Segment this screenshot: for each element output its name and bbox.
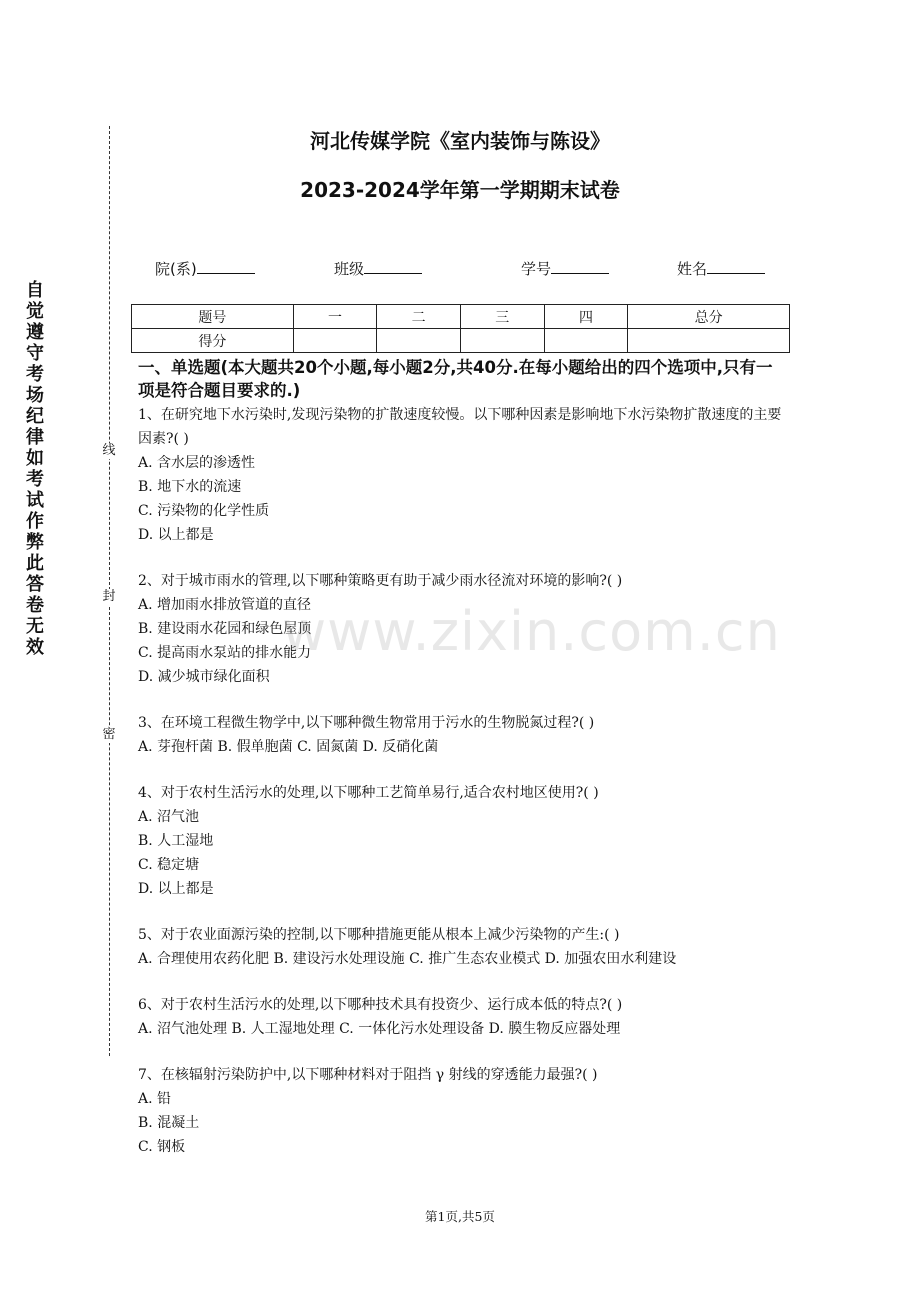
seal-label-secret: 密 (102, 727, 116, 742)
score-input-cell[interactable] (293, 329, 377, 353)
score-table-cell: 题号 (132, 305, 294, 329)
name-label: 姓名 (677, 260, 708, 278)
department-field[interactable] (155, 258, 255, 279)
option: C. 钢板 (138, 1139, 186, 1155)
option: C. 提高雨水泵站的排水能力 (138, 645, 312, 661)
question-stem: 2、对于城市雨水的管理,以下哪种策略更有助于减少雨水径流对环境的影响?( ) (138, 573, 623, 589)
class-blank[interactable] (364, 259, 422, 274)
seal-label-seal: 封 (102, 589, 116, 604)
question-stem: 6、对于农村生活污水的处理,以下哪种技术具有投资少、运行成本低的特点?( ) (138, 997, 623, 1013)
score-table-score-row (132, 329, 790, 353)
score-table-cell: 二 (377, 305, 461, 329)
class-label: 班级 (334, 260, 365, 278)
watermark: www.zixin.com.cn (282, 600, 781, 663)
option: B. 人工湿地 (138, 833, 214, 849)
option: A. 增加雨水排放管道的直径 (138, 597, 312, 613)
class-field[interactable] (334, 258, 422, 279)
exam-subtitle: 2023-2024学年第一学期期末试卷 (300, 178, 620, 202)
question-stem: 4、对于农村生活污水的处理,以下哪种工艺简单易行,适合农村地区使用?( ) (138, 785, 599, 801)
student-id-label: 学号 (521, 260, 552, 278)
student-info-row (0, 258, 920, 280)
score-input-cell[interactable] (460, 329, 544, 353)
score-input-cell[interactable] (628, 329, 790, 353)
option: C. 污染物的化学性质 (138, 503, 270, 519)
name-blank[interactable] (707, 259, 765, 274)
option: C. 稳定塘 (138, 857, 200, 873)
name-field[interactable] (677, 258, 765, 279)
question-7 (138, 1063, 788, 1159)
exam-title: 河北传媒学院《室内装饰与陈设》 (310, 129, 610, 153)
student-id-field[interactable] (521, 258, 609, 279)
question-stem: 1、在研究地下水污染时,发现污染物的扩散速度较慢。以下哪种因素是影响地下水污染物扩散速度的主要因素?( ) (138, 407, 782, 447)
question-stem: 3、在环境工程微生物学中,以下哪种微生物常用于污水的生物脱氮过程?( ) (138, 715, 595, 731)
department-blank[interactable] (197, 259, 255, 274)
exam-discipline-notice: 自觉遵守考场纪律如考试作弊此答卷无效 (26, 280, 44, 658)
question-6 (138, 993, 788, 1041)
seal-label-line: 线 (102, 443, 116, 458)
option: A. 合理使用农药化肥 B. 建设污水处理设施 C. 推广生态农业模式 D. 加强农田水利建设 (138, 951, 677, 967)
option: A. 含水层的渗透性 (138, 455, 256, 471)
score-table-cell: 四 (544, 305, 628, 329)
question-5 (138, 923, 788, 971)
option: B. 地下水的流速 (138, 479, 242, 495)
page-footer: 第1页,共5页 (425, 1209, 495, 1224)
question-stem: 7、在核辐射污染防护中,以下哪种材料对于阻挡 γ 射线的穿透能力最强?( ) (138, 1067, 598, 1083)
question-3 (138, 711, 788, 759)
score-table-cell: 得分 (132, 329, 294, 353)
question-4 (138, 781, 788, 901)
score-input-cell[interactable] (544, 329, 628, 353)
question-stem: 5、对于农业面源污染的控制,以下哪种措施更能从根本上减少污染物的产生:( ) (138, 927, 620, 943)
student-id-blank[interactable] (551, 259, 609, 274)
score-table-cell: 三 (460, 305, 544, 329)
option: A. 沼气池处理 B. 人工湿地处理 C. 一体化污水处理设备 D. 膜生物反应器处理 (138, 1021, 621, 1037)
question-list (138, 356, 788, 1181)
option: A. 芽孢杆菌 B. 假单胞菌 C. 固氮菌 D. 反硝化菌 (138, 739, 439, 755)
score-table (131, 304, 790, 353)
option: B. 建设雨水花园和绿色屋顶 (138, 621, 312, 637)
option: A. 沼气池 (138, 809, 200, 825)
department-label: 院(系) (155, 260, 197, 278)
score-input-cell[interactable] (377, 329, 461, 353)
option: D. 以上都是 (138, 881, 214, 897)
score-table-cell: 总分 (628, 305, 790, 329)
option: A. 铅 (138, 1091, 172, 1107)
score-table-header-row (132, 305, 790, 329)
score-table-cell: 一 (293, 305, 377, 329)
option: D. 减少城市绿化面积 (138, 669, 270, 685)
question-1 (138, 403, 788, 547)
section-heading: 一、单选题(本大题共20个小题,每小题2分,共40分.在每小题给出的四个选项中,只有一项是符合题目要求的.) (138, 358, 773, 400)
option: D. 以上都是 (138, 527, 214, 543)
option: B. 混凝土 (138, 1115, 200, 1131)
